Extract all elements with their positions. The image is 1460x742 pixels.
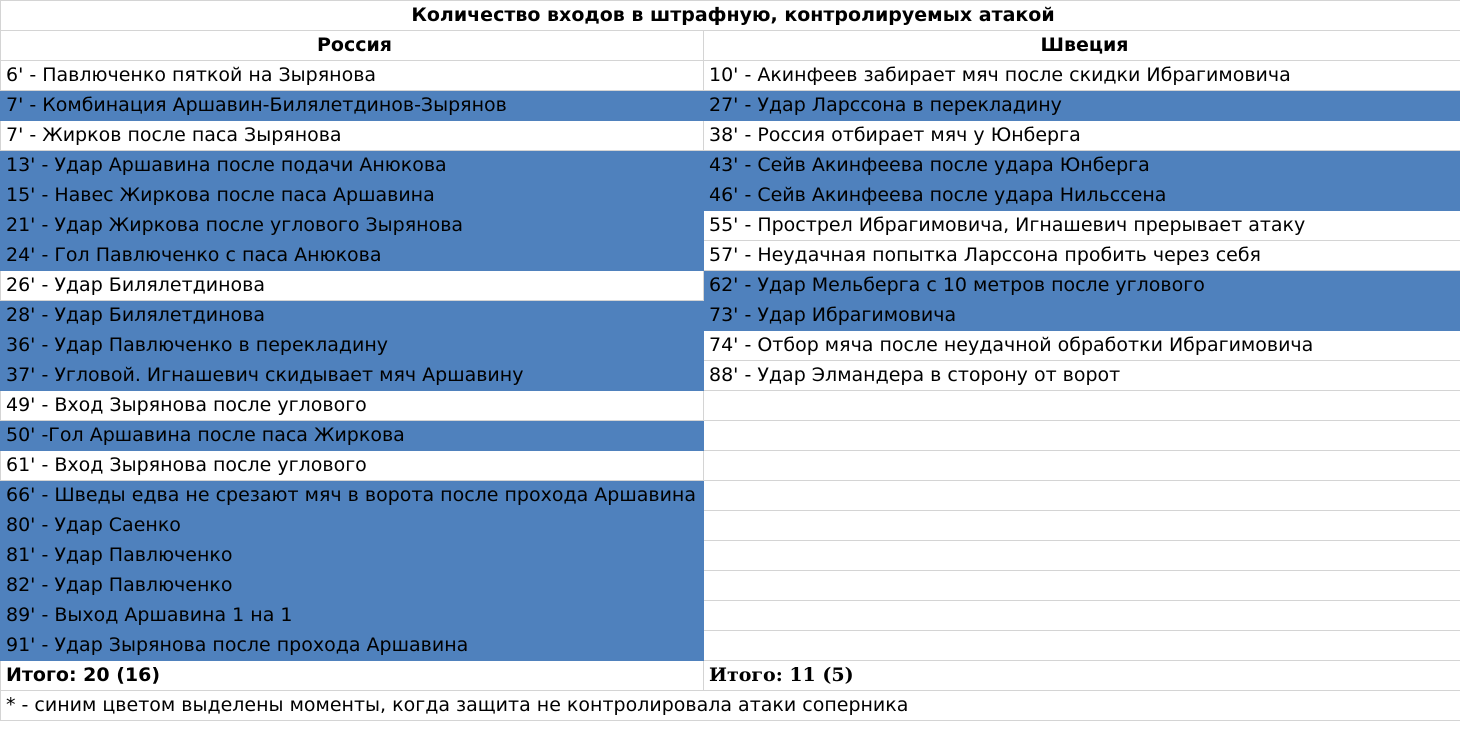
totals-row: [1, 661, 1460, 691]
table-row: [1, 541, 1460, 571]
sweden-event-cell: [704, 451, 1460, 481]
table-row: [1, 571, 1460, 601]
table-row: [1, 421, 1460, 451]
sweden-event-cell: [704, 601, 1460, 631]
sweden-event-cell: 55' - Прострел Ибрагимовича, Игнашевич прерывает атаку: [704, 211, 1460, 241]
russia-event-cell: 81' - Удар Павлюченко: [1, 541, 704, 571]
sweden-event-cell: [704, 481, 1460, 511]
russia-event-cell: 82' - Удар Павлюченко: [1, 571, 704, 601]
russia-event-cell: 50' -Гол Аршавина после паса Жиркова: [1, 421, 704, 451]
russia-total: Итого: 20 (16): [1, 661, 704, 691]
header-row: [1, 31, 1460, 61]
sweden-event-cell: [704, 391, 1460, 421]
russia-event-cell: 7' - Комбинация Аршавин-Билялетдинов-Зырянов: [1, 91, 704, 121]
table-title: Количество входов в штрафную, контролируемых атакой: [1, 1, 1460, 31]
russia-event-cell: 61' - Вход Зырянова после углового: [1, 451, 704, 481]
sweden-event-cell: 10' - Акинфеев забирает мяч после скидки Ибрагимовича: [704, 61, 1460, 91]
table-row: [1, 241, 1460, 271]
russia-event-cell: 21' - Удар Жиркова после углового Зырянова: [1, 211, 704, 241]
table-row: [1, 631, 1460, 661]
table-row: [1, 151, 1460, 181]
sweden-event-cell: 74' - Отбор мяча после неудачной обработки Ибрагимовича: [704, 331, 1460, 361]
russia-event-cell: 28' - Удар Билялетдинова: [1, 301, 704, 331]
russia-event-cell: 6' - Павлюченко пяткой на Зырянова: [1, 61, 704, 91]
table-row: [1, 121, 1460, 151]
russia-event-cell: 37' - Угловой. Игнашевич скидывает мяч Аршавину: [1, 361, 704, 391]
sweden-event-cell: 57' - Неудачная попытка Ларссона пробить через себя: [704, 241, 1460, 271]
sweden-event-cell: [704, 511, 1460, 541]
table-row: [1, 391, 1460, 421]
sweden-event-cell: 62' - Удар Мельберга с 10 метров после углового: [704, 271, 1460, 301]
russia-event-cell: 24' - Гол Павлюченко с паса Анюкова: [1, 241, 704, 271]
russia-event-cell: 80' - Удар Саенко: [1, 511, 704, 541]
table-row: [1, 331, 1460, 361]
russia-event-cell: 13' - Удар Аршавина после подачи Анюкова: [1, 151, 704, 181]
sweden-total: Итого: 11 (5): [704, 661, 1460, 691]
table-row: [1, 361, 1460, 391]
sweden-event-cell: 43' - Сейв Акинфеева после удара Юнберга: [704, 151, 1460, 181]
sweden-event-cell: 46' - Сейв Акинфеева после удара Нильссена: [704, 181, 1460, 211]
sweden-event-cell: 73' - Удар Ибрагимовича: [704, 301, 1460, 331]
table-row: [1, 61, 1460, 91]
table-row: [1, 511, 1460, 541]
russia-event-cell: 26' - Удар Билялетдинова: [1, 271, 704, 301]
sweden-event-cell: 27' - Удар Ларссона в перекладину: [704, 91, 1460, 121]
russia-event-cell: 91' - Удар Зырянова после прохода Аршавина: [1, 631, 704, 661]
sweden-event-cell: 38' - Россия отбирает мяч у Юнберга: [704, 121, 1460, 151]
russia-event-cell: 89' - Выход Аршавина 1 на 1: [1, 601, 704, 631]
russia-event-cell: 15' - Навес Жиркова после паса Аршавина: [1, 181, 704, 211]
table-row: [1, 451, 1460, 481]
sweden-event-cell: [704, 571, 1460, 601]
note-row: [1, 691, 1460, 721]
table-row: [1, 301, 1460, 331]
sweden-event-cell: 88' - Удар Элмандера в сторону от ворот: [704, 361, 1460, 391]
sweden-event-cell: [704, 631, 1460, 661]
sweden-event-cell: [704, 541, 1460, 571]
russia-event-cell: 49' - Вход Зырянова после углового: [1, 391, 704, 421]
column-header-russia: Россия: [1, 31, 704, 61]
table-row: [1, 481, 1460, 511]
russia-event-cell: 36' - Удар Павлюченко в перекладину: [1, 331, 704, 361]
russia-event-cell: 66' - Шведы едва не срезают мяч в ворота после прохода Аршавина: [1, 481, 704, 511]
table-row: [1, 181, 1460, 211]
table-row: [1, 271, 1460, 301]
table-row: [1, 601, 1460, 631]
column-header-sweden: Швеция: [704, 31, 1460, 61]
footnote: * - синим цветом выделены моменты, когда защита не контролировала атаки соперника: [1, 691, 1460, 721]
sweden-event-cell: [704, 421, 1460, 451]
title-row: [1, 1, 1460, 31]
table-row: [1, 211, 1460, 241]
table-row: [1, 91, 1460, 121]
russia-event-cell: 7' - Жирков после паса Зырянова: [1, 121, 704, 151]
